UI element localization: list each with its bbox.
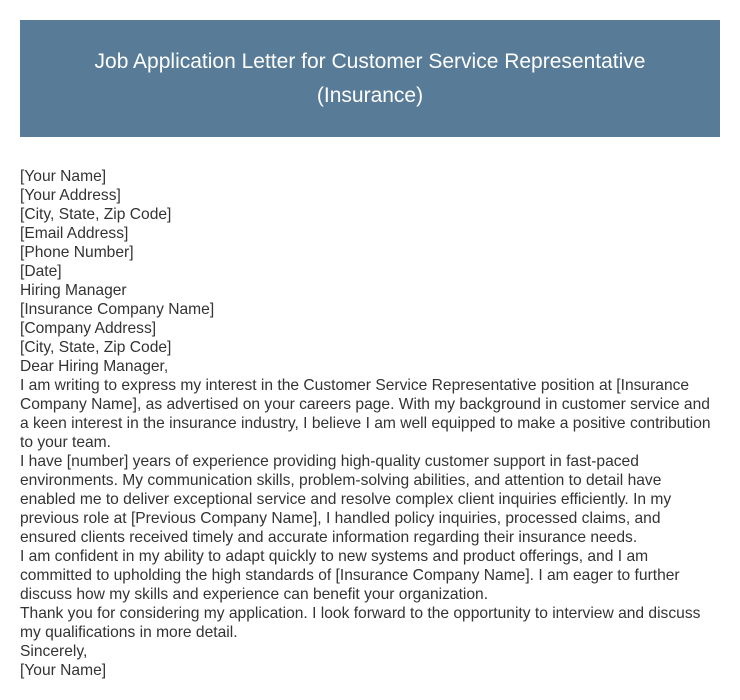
recipient-address: [Company Address] (20, 320, 157, 337)
sender-email: [Email Address] (20, 225, 129, 242)
paragraph-experience: I have [number] years of experience providing high-quality customer support in fast-paced environments. My communication skills, problem-solving abilities, and attention to detail have enabled me to deliver exceptional service and resolve complex client inquiries efficiently. In my previous role at [Previous Company Name], I handled policy inquiries, processed claims, and ensured clients received timely and accurate information regarding their insurance needs. (20, 453, 672, 546)
recipient-city-state-zip: [City, State, Zip Code] (20, 339, 172, 356)
sender-city-state-zip: [City, State, Zip Code] (20, 206, 172, 223)
title-banner (20, 20, 720, 137)
salutation: Dear Hiring Manager, (20, 358, 169, 375)
sender-phone: [Phone Number] (20, 244, 134, 261)
page-title: Job Application Letter for Customer Service Representative (Insurance) (94, 49, 646, 107)
paragraph-confidence: I am confident in my ability to adapt quickly to new systems and product offerings, and I am committed to upholding the high standards of [Insurance Company Name]. I am eager to further discuss how my skills and experience can benefit your organization. (20, 548, 680, 603)
letter-body (20, 167, 720, 680)
paragraph-intro: I am writing to express my interest in the Customer Service Representative position at [Insurance Company Name], as advertised on your careers page. With my background in customer service and a keen interest in the insurance industry, I believe I am well equipped to make a positive contribution to your team. (20, 377, 711, 451)
signature: [Your Name] (20, 662, 107, 679)
sender-name: [Your Name] (20, 168, 107, 185)
closing: Sincerely, (20, 643, 88, 660)
paragraph-thanks: Thank you for considering my application. I look forward to the opportunity to interview and discuss my qualifications in more detail. (20, 605, 701, 641)
recipient-company: [Insurance Company Name] (20, 301, 215, 318)
recipient-title: Hiring Manager (20, 282, 127, 299)
letter-date: [Date] (20, 263, 62, 280)
sender-address: [Your Address] (20, 187, 121, 204)
